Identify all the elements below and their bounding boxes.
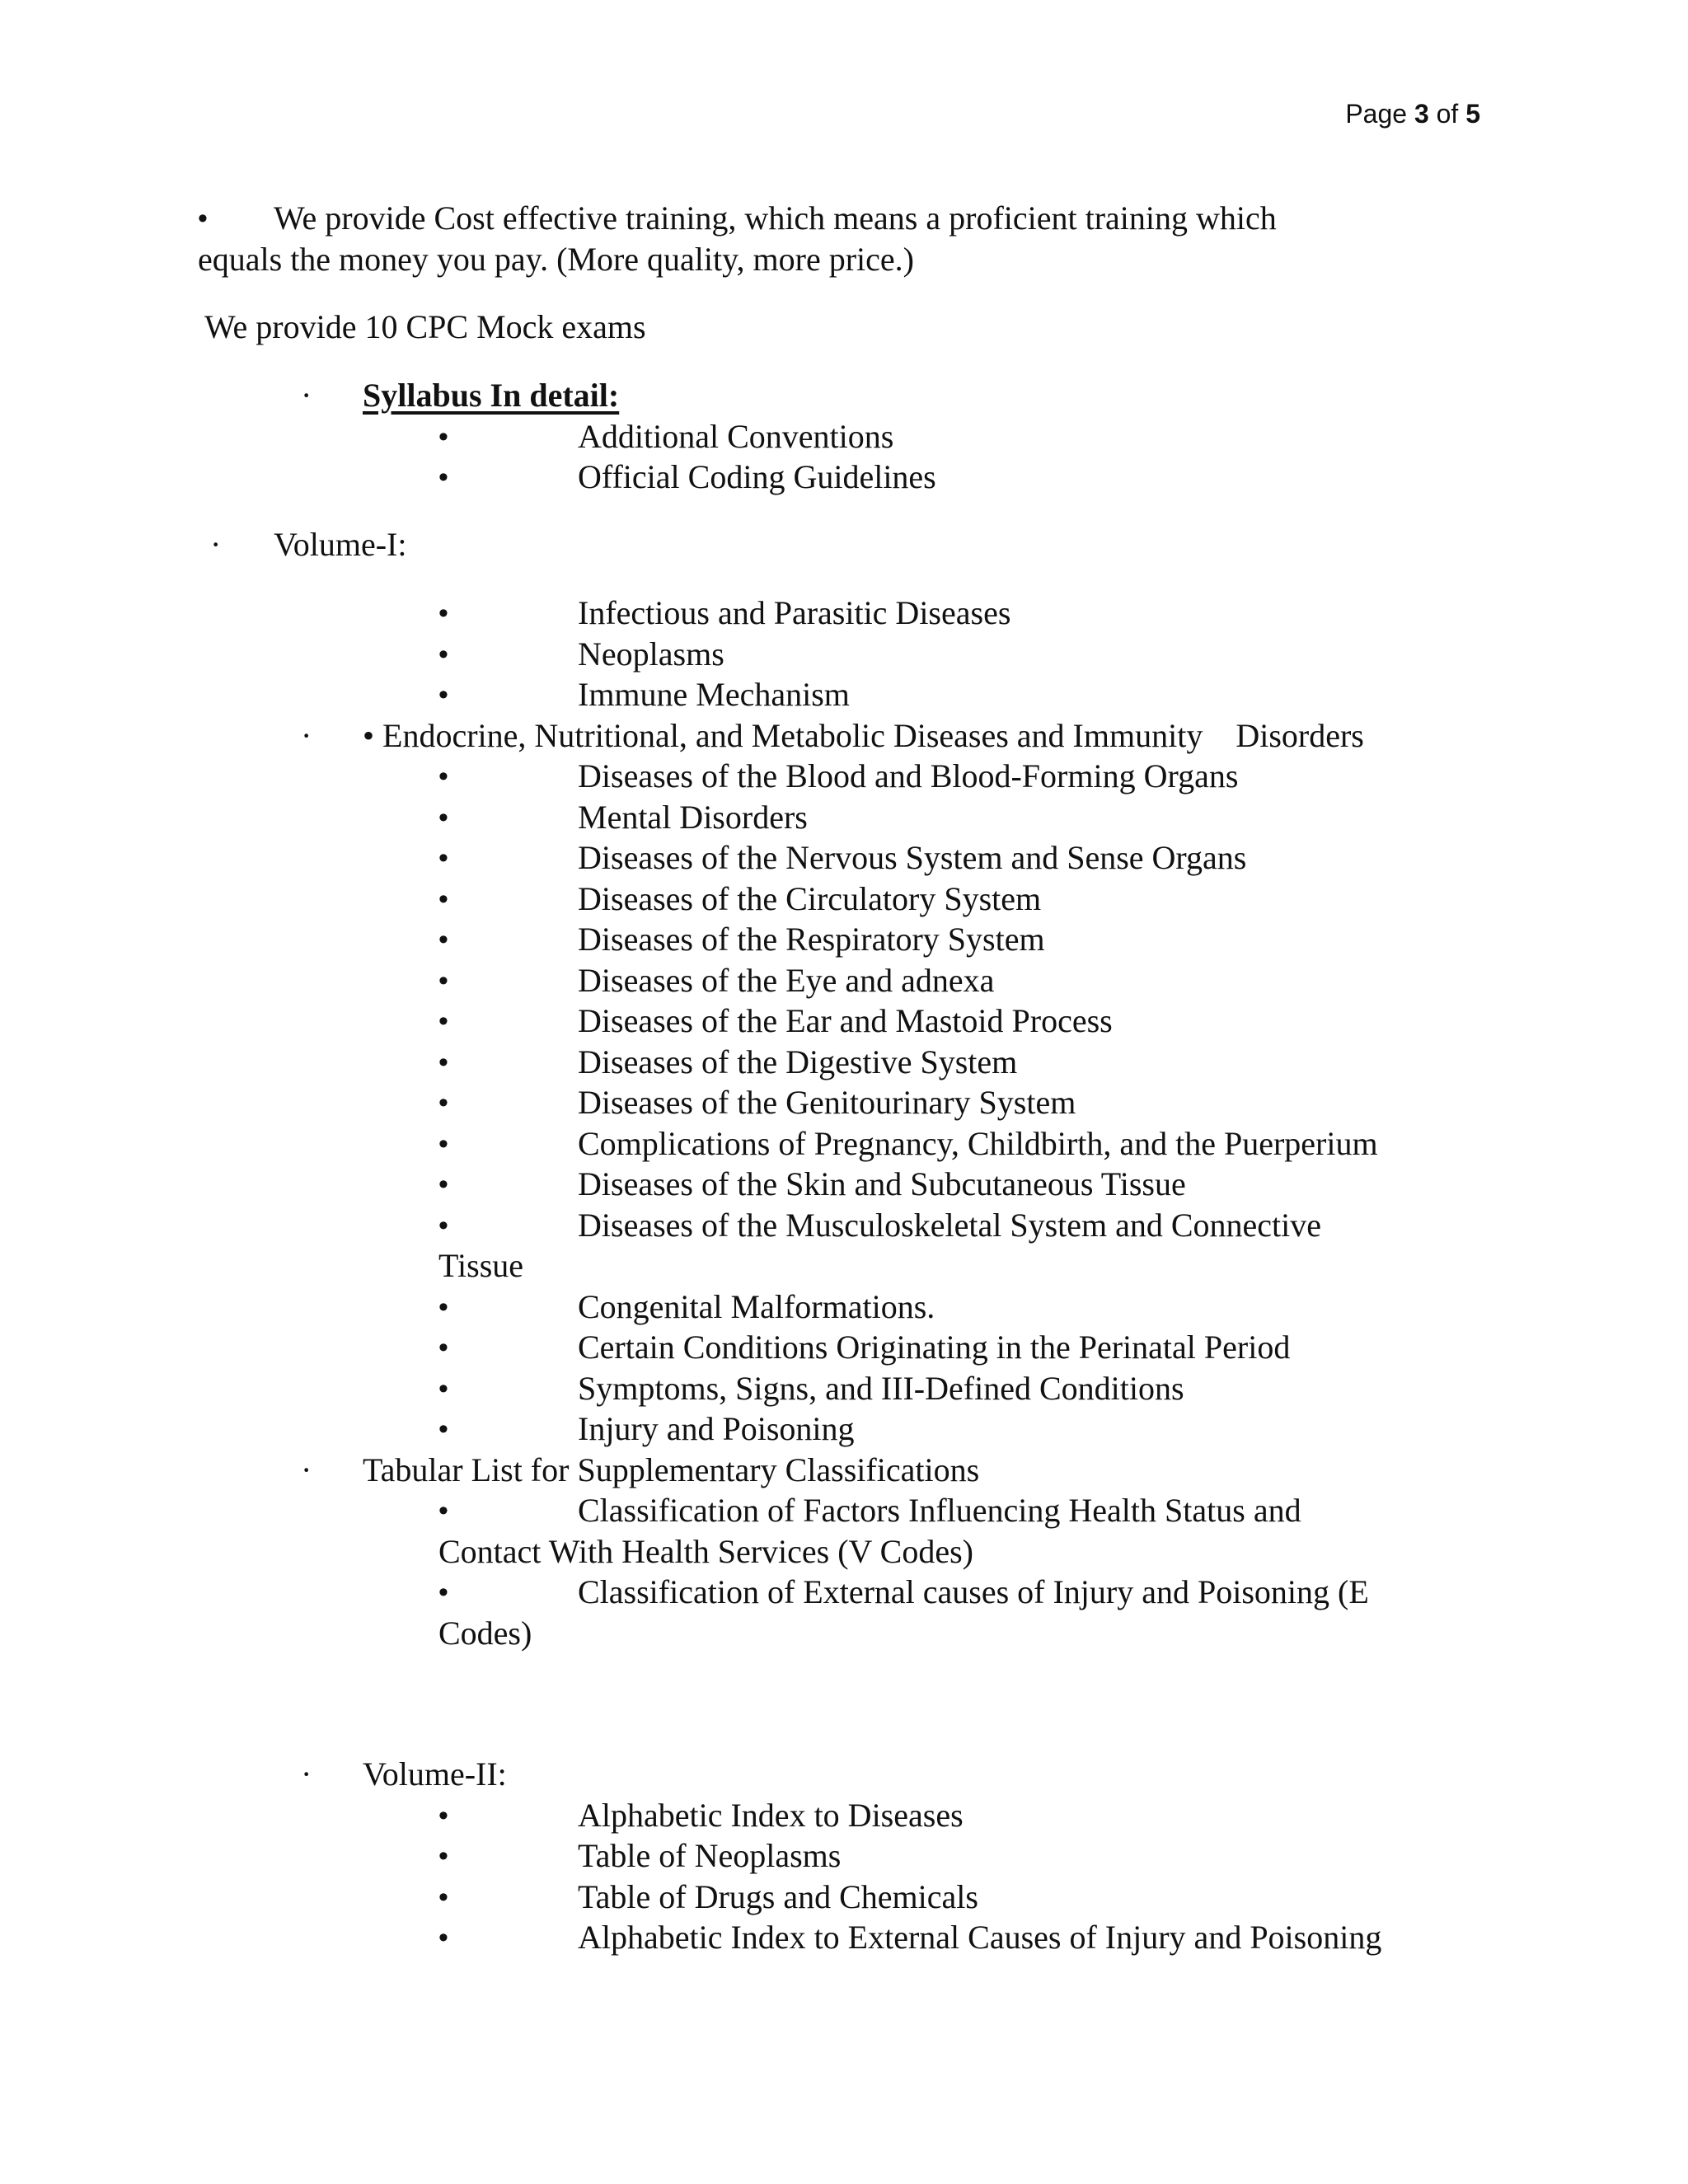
bullet: • [438,1882,448,1913]
bullet: • [438,1210,448,1241]
musculo-line-1: Diseases of the Musculoskeletal System and Connective [578,1207,1322,1244]
list-item: Mental Disorders [578,799,808,836]
bullet: • [438,1047,448,1078]
bullet: • [438,1332,448,1363]
v-codes-line-1: Classification of Factors Influencing Health Status and [578,1492,1301,1529]
bullet: • [438,924,448,955]
list-item: Diseases of the Blood and Blood-Forming Organs [578,757,1239,794]
page-current: 3 [1414,99,1429,129]
list-item: Complications of Pregnancy, Childbirth, and the Puerperium [578,1125,1378,1162]
bullet: • [438,679,448,710]
endocrine-line: • Endocrine, Nutritional, and Metabolic Diseases and Immunity Disorders [363,717,1364,754]
bullet: • [438,1169,448,1200]
bullet: • [438,1005,448,1037]
page-number [1345,97,1480,130]
list-item: Diseases of the Nervous System and Sense Organs [578,839,1247,876]
bullet: • [438,883,448,915]
intro-bullet: • [198,203,208,234]
bullet: • [438,1922,448,1953]
bullet: • [438,1413,448,1445]
bullet: • [438,1373,448,1404]
list-item: Diseases of the Eye and adnexa [578,962,995,999]
list-item: Infectious and Parasitic Diseases [578,594,1011,631]
bullet: • [438,421,448,452]
mock-exams-line: We provide 10 CPC Mock exams [204,308,646,345]
volume1-heading: Volume-I: [274,526,407,563]
list-item: Alphabetic Index to Diseases [578,1797,964,1834]
list-item: Alphabetic Index to External Causes of Injury and Poisoning [578,1919,1382,1956]
tabular-marker: · [301,1451,312,1488]
bullet: • [438,842,448,874]
list-item: Diseases of the Respiratory System [578,921,1045,958]
bullet: • [438,1291,448,1323]
tabular-heading: Tabular List for Supplementary Classifications [363,1451,980,1488]
endocrine-marker: · [301,717,312,754]
e-codes-line-1: Classification of External causes of Injury and Poisoning (E [578,1573,1369,1610]
bullet: • [438,965,448,996]
intro-line-2: equals the money you pay. (More quality, more price.) [198,241,914,278]
bullet: • [438,1128,448,1160]
volume2-heading: Volume-II: [363,1755,507,1793]
bullet: • [438,802,448,833]
bullet: • [438,639,448,670]
v-codes-line-2: Contact With Health Services (V Codes) [438,1533,974,1570]
list-item: Diseases of the Genitourinary System [578,1084,1076,1121]
page-prefix: Page [1345,99,1414,129]
bullet: • [438,761,448,792]
list-item: Additional Conventions [578,418,894,455]
bullet: • [438,1577,448,1608]
list-item: Diseases of the Skin and Subcutaneous Tissue [578,1165,1186,1202]
list-item: Congenital Malformations. [578,1288,935,1325]
list-item: Certain Conditions Originating in the Perinatal Period [578,1329,1291,1366]
musculo-line-2: Tissue [438,1247,524,1284]
list-item: Table of Drugs and Chemicals [578,1878,978,1915]
list-item: Diseases of the Ear and Mastoid Process [578,1002,1113,1039]
list-item: Immune Mechanism [578,676,850,713]
syllabus-marker: · [301,377,312,414]
list-item: Table of Neoplasms [578,1837,842,1874]
bullet: • [438,462,448,493]
bullet: • [438,1800,448,1831]
bullet: • [438,1495,448,1526]
list-item: Official Coding Guidelines [578,458,936,495]
volume1-marker: · [210,526,222,563]
list-item: Injury and Poisoning [578,1410,855,1447]
volume2-marker: · [301,1755,312,1793]
syllabus-heading: Syllabus In detail: [363,377,620,414]
list-item: Neoplasms [578,635,724,673]
list-item: Diseases of the Circulatory System [578,880,1042,917]
bullet: • [438,598,448,629]
list-item: Symptoms, Signs, and III-Defined Conditions [578,1370,1184,1407]
list-item: Diseases of the Digestive System [578,1043,1018,1080]
bullet: • [438,1087,448,1118]
page-of: of [1428,99,1466,129]
page-total: 5 [1465,99,1480,129]
intro-line-1: We provide Cost effective training, which means a proficient training which [274,199,1277,237]
e-codes-line-2: Codes) [438,1615,532,1652]
bullet: • [438,1840,448,1872]
